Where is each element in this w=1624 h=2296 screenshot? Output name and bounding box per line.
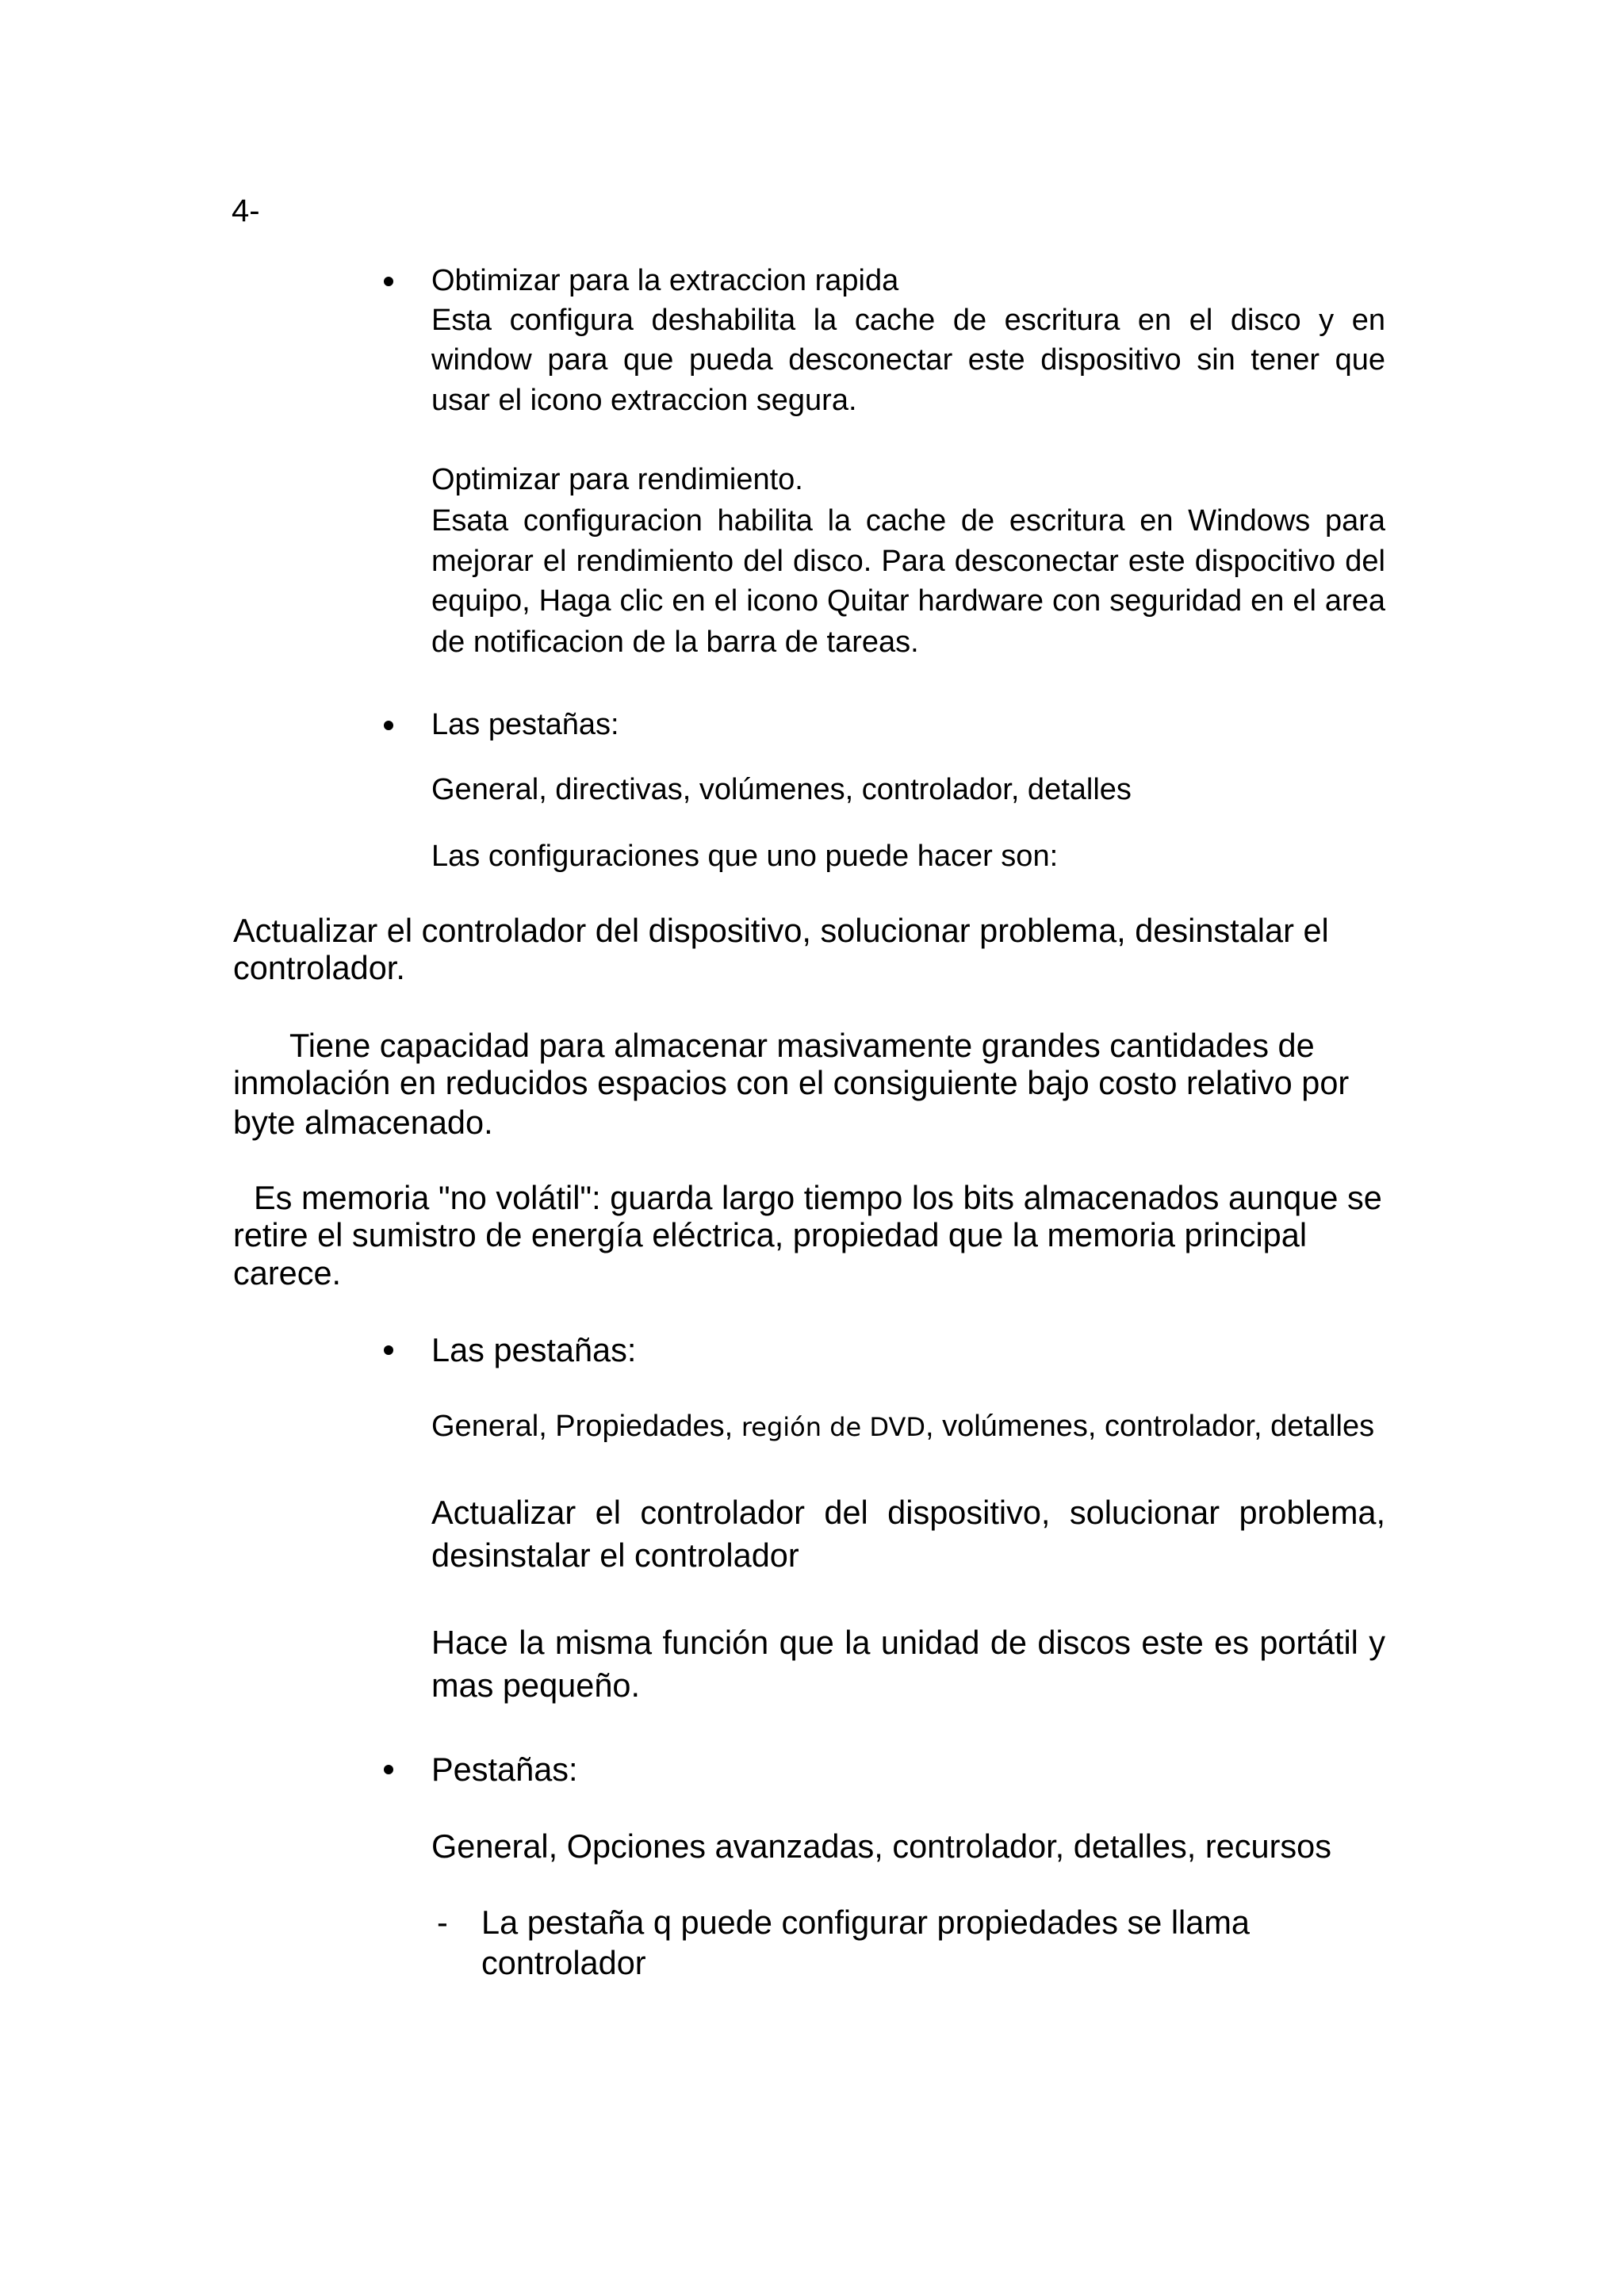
paragraph-line: de notificacion de la barra de tareas. <box>431 626 919 659</box>
option-title-quick-removal: Obtimizar para la extraccion rapida <box>431 264 899 297</box>
paragraph-line: desinstalar el controlador <box>431 1536 799 1574</box>
paragraph-line: Esta configura deshabilita la cache de escritura en el disco y en <box>431 304 1385 337</box>
bullet-icon <box>384 277 393 286</box>
paragraph-line: Actualizar el controlador del dispositivo, solucionar problema, <box>431 1494 1385 1531</box>
paragraph-line: retire el sumistro de energía eléctrica, propiedad que la memoria principal <box>233 1216 1308 1253</box>
paragraph-line: inmolación en reducidos espacios con el consiguiente bajo costo relativo por <box>233 1064 1350 1101</box>
paragraph-line: Tiene capacidad para almacenar masivamente grandes cantidades de <box>289 1027 1315 1064</box>
tabs-heading: Las pestañas: <box>431 1331 637 1368</box>
paragraph-line: Esata configuracion habilita la cache de escritura en Windows para <box>431 504 1385 538</box>
paragraph-line: Actualizar el controlador del dispositivo, solucionar problema, desinstalar el <box>233 912 1329 949</box>
tabs-list-part: , volúmenes, controlador, detalles <box>925 1410 1375 1443</box>
paragraph-line: usar el icono extraccion segura. <box>431 384 857 417</box>
bullet-icon <box>384 721 393 730</box>
paragraph-line: Es memoria "no volátil": guarda largo tiempo los bits almacenados aunque se <box>254 1179 1382 1216</box>
tabs-list: General, directivas, volúmenes, controlador, detalles <box>431 773 1132 806</box>
paragraph-line: byte almacenado. <box>233 1104 493 1141</box>
tabs-heading: Pestañas: <box>431 1751 578 1788</box>
paragraph-line: mas pequeño. <box>431 1667 641 1704</box>
tabs-list-part: General, Propiedades, <box>431 1410 741 1443</box>
list-item-line: controlador <box>481 1944 646 1981</box>
tabs-heading: Las pestañas: <box>431 708 619 741</box>
bullet-icon <box>384 1345 393 1355</box>
paragraph-line: controlador. <box>233 949 405 986</box>
paragraph-line: Hace la misma función que la unidad de discos este es portátil y <box>431 1624 1385 1661</box>
paragraph-line: window para que pueda desconectar este dispositivo sin tener que <box>431 343 1385 377</box>
paragraph-line: carece. <box>233 1254 342 1292</box>
config-intro: Las configuraciones que uno puede hacer son: <box>431 840 1059 873</box>
dash-list-marker: - <box>437 1904 448 1941</box>
paragraph-line: equipo, Haga clic en el icono Quitar hardware con seguridad en el area <box>431 584 1385 618</box>
tabs-list-part-dvd-region: región de DVD <box>741 1412 925 1442</box>
tabs-list <box>431 1411 1374 1441</box>
page-number: 4- <box>232 193 260 228</box>
list-item-line: La pestaña q puede configurar propiedades se llama <box>481 1904 1251 1941</box>
bullet-icon <box>384 1765 393 1774</box>
paragraph-line: mejorar el rendimiento del disco. Para desconectar este dispocitivo del <box>431 545 1385 578</box>
tabs-list: General, Opciones avanzadas, controlador, detalles, recursos <box>431 1827 1331 1865</box>
option-title-performance: Optimizar para rendimiento. <box>431 463 803 496</box>
